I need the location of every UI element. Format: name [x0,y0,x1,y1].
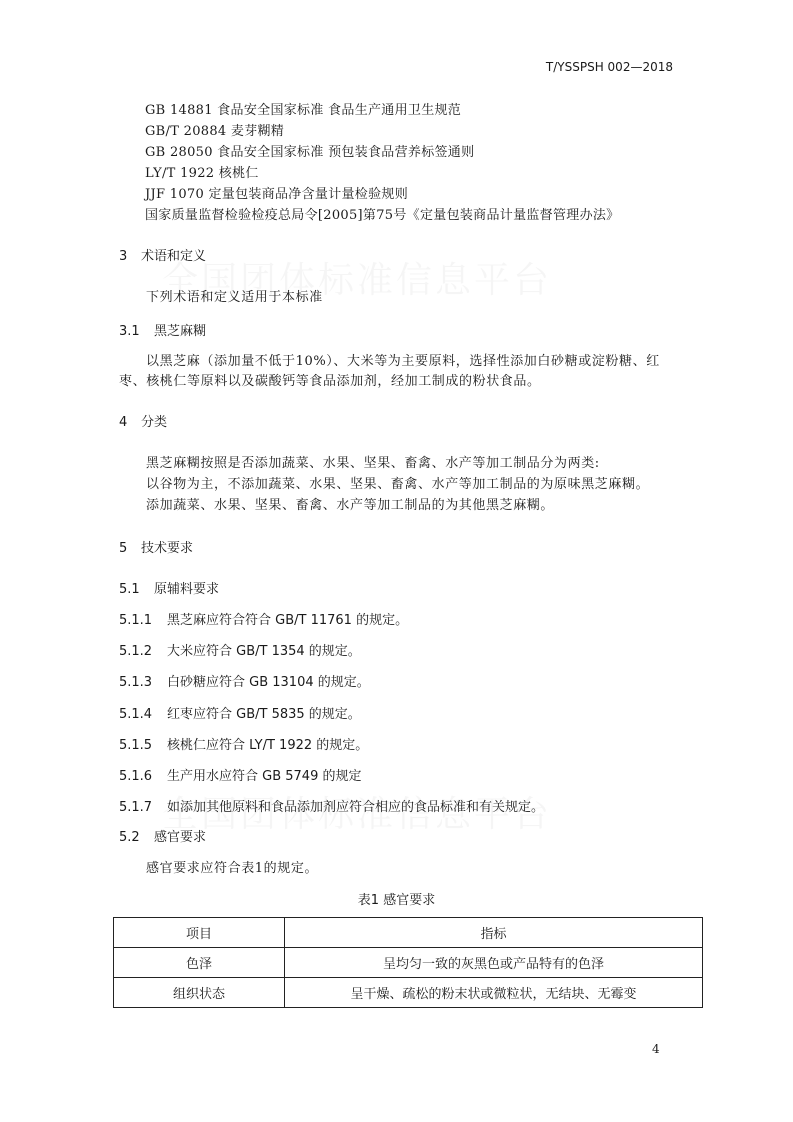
clause-item [119,734,368,753]
section-number: 5.1 [119,582,140,597]
clause-text: 大米应符合 GB/T 1354 的规定。 [167,644,361,659]
reference-line: 国家质量监督检验检疫总局令[2005]第75号《定量包装商品计量监督管理办法》 [145,208,620,223]
clause-number: 5.1.7 [119,800,153,815]
paragraph: 感官要求应符合表1的规定。 [146,861,319,876]
paragraph-line: 枣、核桃仁等原料以及碳酸钙等食品添加剂，经加工制成的粉状食品。 [119,374,541,389]
section-heading [119,320,206,339]
table-row [114,978,703,1008]
section-heading [119,245,206,264]
table-cell: 呈均匀一致的灰黑色或产品特有的色泽 [285,948,703,978]
table-header-cell: 指标 [285,918,703,948]
clause-item [119,703,361,722]
table-caption: 表1 感官要求 [357,893,436,908]
clause-item [119,765,361,784]
clause-number: 5.1.5 [119,738,153,753]
section-title: 技术要求 [141,541,194,556]
table-header-cell: 项目 [114,918,285,948]
section-number: 5 [119,541,128,556]
clause-number: 5.1.4 [119,707,153,722]
paragraph: 下列术语和定义适用于本标准 [146,290,323,305]
clause-number: 5.1.3 [119,675,153,690]
reference-line: JJF 1070 定量包装商品净含量计量检验规则 [145,187,408,202]
page-number: 4 [652,1042,660,1056]
clause-item [119,609,408,628]
clause-text: 黑芝麻应符合符合 GB/T 11761 的规定。 [167,613,409,628]
section-number: 4 [119,415,128,430]
table-cell: 呈干燥、疏松的粉末状或微粒状，无结块、无霉变 [285,978,703,1008]
clause-item [119,640,361,659]
paragraph-line: 黑芝麻糊按照是否添加蔬菜、水果、坚果、畜禽、水产等加工制品分为两类: [146,456,600,471]
section-number: 5.2 [119,830,140,845]
reference-line: GB 28050 食品安全国家标准 预包装食品营养标签通则 [145,145,475,160]
clause-item [119,671,370,690]
reference-line: GB 14881 食品安全国家标准 食品生产通用卫生规范 [145,103,462,118]
section-heading [119,537,193,556]
section-title: 黑芝麻糊 [154,324,207,339]
section-number: 3 [119,249,128,264]
section-title: 分类 [141,415,168,430]
clause-text: 生产用水应符合 GB 5749 的规定 [167,769,362,784]
section-title: 感官要求 [154,830,207,845]
clause-text: 核桃仁应符合 LY/T 1922 的规定。 [167,738,369,753]
table-header-row [114,918,703,948]
section-title: 术语和定义 [141,249,207,264]
clause-text: 如添加其他原料和食品添加剂应符合相应的食品标准和有关规定。 [167,800,545,815]
document-code: T/YSSPSH 002—2018 [545,60,673,74]
reference-line: GB/T 20884 麦芽糊精 [145,124,285,139]
table-row [114,948,703,978]
clause-number: 5.1.2 [119,644,153,659]
reference-line: LY/T 1922 核桃仁 [145,166,259,181]
clause-number: 5.1.1 [119,613,153,628]
section-heading [119,578,219,597]
paragraph-line: 添加蔬菜、水果、坚果、畜禽、水产等加工制品的为其他黑芝麻糊。 [146,498,555,513]
table-cell: 色泽 [114,948,285,978]
clause-item [119,796,544,815]
sensory-table [113,917,703,1008]
paragraph-line: 以谷物为主，不添加蔬菜、水果、坚果、畜禽、水产等加工制品的为原味黑芝麻糊。 [146,477,650,492]
section-heading [119,826,206,845]
section-heading [119,411,167,430]
clause-text: 白砂糖应符合 GB 13104 的规定。 [167,675,370,690]
table-cell: 组织状态 [114,978,285,1008]
clause-text: 红枣应符合 GB/T 5835 的规定。 [167,707,361,722]
clause-number: 5.1.6 [119,769,153,784]
section-number: 3.1 [119,324,140,339]
section-title: 原辅料要求 [154,582,220,597]
paragraph-line: 以黑芝麻（添加量不低于10%）、大米等为主要原料，选择性添加白砂糖或淀粉糖、红 [146,354,660,369]
